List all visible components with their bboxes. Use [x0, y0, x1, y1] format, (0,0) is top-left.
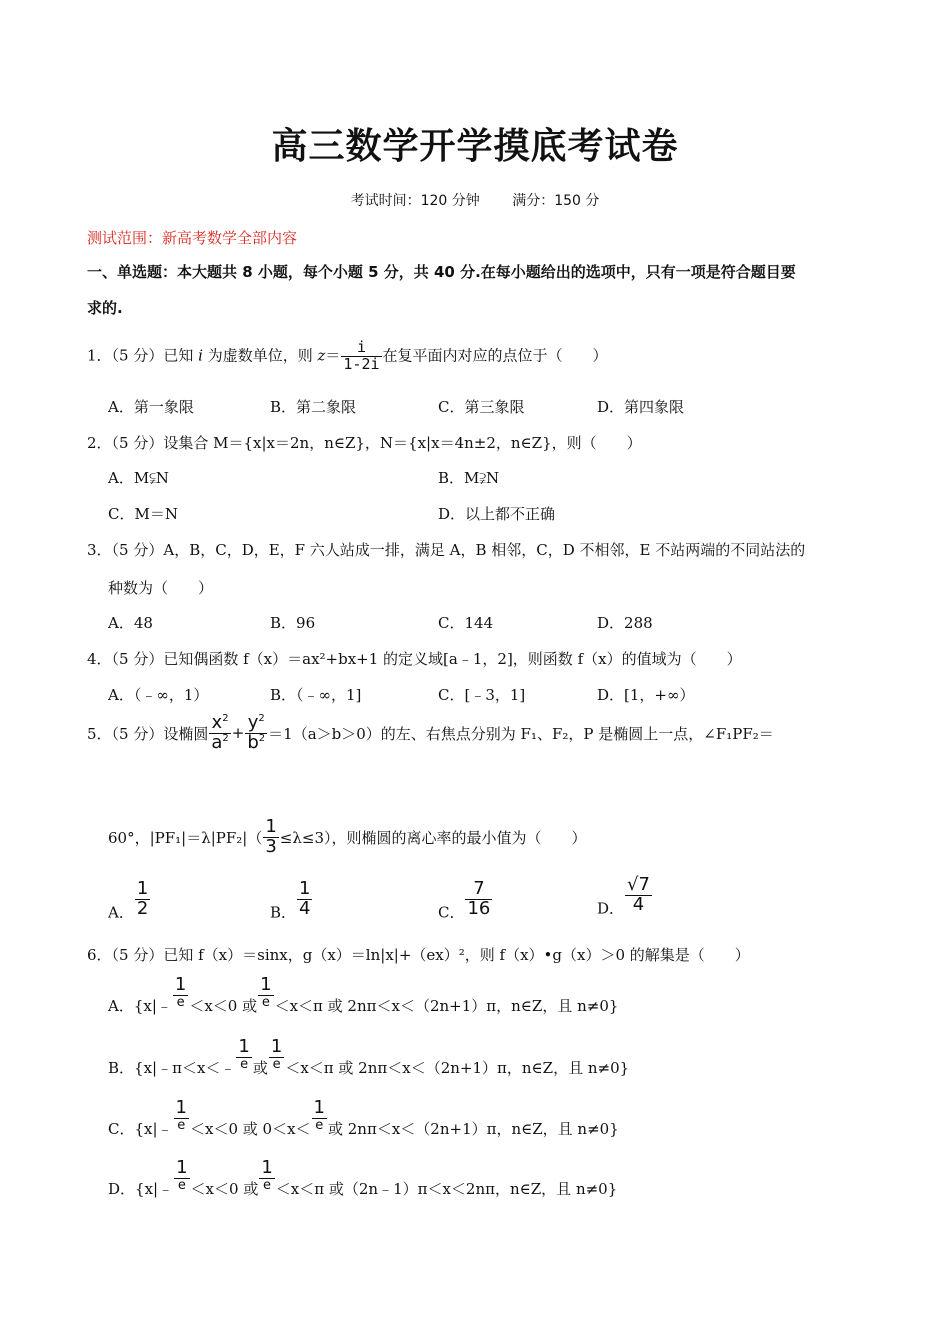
q1-eq: ＝ — [325, 346, 341, 365]
q5-x-exp: 2 — [222, 713, 229, 724]
q6-a-frac2 — [258, 976, 273, 1010]
question-6: 6．（5 分）已知 f（x）＝sinx，g（x）＝ln|x|+（ex）²，则 f（x）•g（x）＞0 的解集是（ ） — [87, 946, 750, 964]
q6-a-frac2-den: e — [258, 995, 273, 1010]
q5-a-fraction — [135, 880, 150, 919]
q5-x: x — [211, 712, 223, 733]
q6-option-a[interactable] — [108, 976, 618, 1016]
question-1 — [87, 340, 608, 373]
q1-fraction — [341, 340, 381, 373]
q6-b-frac2-num: 1 — [270, 1036, 283, 1057]
q5-d-den: 4 — [625, 895, 652, 915]
q6-b-frac2 — [269, 1038, 284, 1072]
q6-d-frac1 — [174, 1159, 189, 1193]
q1-option-a[interactable]: A．第一象限 — [108, 398, 194, 416]
q6-b-p1: B．{x|﹣π＜x＜﹣ — [108, 1058, 236, 1077]
q6-a-frac1 — [173, 976, 188, 1010]
q5-b-den: 4 — [299, 897, 311, 919]
q3-option-b[interactable]: B．96 — [270, 614, 316, 632]
q3-option-c[interactable]: C．144 — [438, 614, 494, 632]
q6-d-frac2 — [259, 1159, 274, 1193]
q2-option-b[interactable]: B．M⫌N — [438, 469, 500, 487]
q5-b-label: B． — [270, 903, 297, 922]
q6-a-frac2-num: 1 — [260, 974, 272, 995]
q5-lambda-fraction — [263, 818, 278, 857]
q5-a-exp: 2 — [222, 732, 229, 744]
q6-option-d[interactable] — [108, 1159, 617, 1199]
q1-mid: 为虚数单位，则 — [202, 346, 318, 365]
q1-pre: 1．（5 分）已知 — [87, 346, 199, 365]
section-heading-line2: 求的. — [87, 299, 123, 317]
q6-a-p2: ＜x＜0 或 — [189, 996, 258, 1015]
q6-option-b[interactable] — [108, 1038, 629, 1078]
exam-time: 考试时间：120 分钟 — [350, 193, 480, 209]
q6-c-p1: C．{x|﹣ — [108, 1119, 173, 1138]
q1-post: 在复平面内对应的点位于（ ） — [382, 346, 608, 365]
q5-lambda-num: 1 — [265, 816, 277, 837]
exam-info — [0, 190, 950, 210]
q5-option-d[interactable] — [597, 876, 653, 918]
question-3-line1: 3．（5 分）A，B，C，D，E，F 六人站成一排，满足 A，B 相邻，C，D 不相邻，E 不站两端的不同站法的 — [87, 541, 806, 559]
q1-var: i — [198, 346, 203, 365]
question-5-line2 — [108, 818, 587, 857]
q5-a-den: 2 — [136, 897, 149, 919]
q6-b-frac2-den: e — [269, 1057, 284, 1072]
q5-a: a — [211, 731, 223, 753]
question-2: 2．（5 分）设集合 M＝{x|x＝2n，n∈Z}，N＝{x|x＝4n±2，n∈Z}，则（ ） — [87, 434, 642, 452]
q5-d-fraction — [625, 876, 652, 915]
q5-plus: + — [231, 723, 245, 742]
q3-option-d[interactable]: D．288 — [597, 614, 653, 632]
q5-d-num: √7 — [627, 874, 650, 895]
q6-c-frac2-den: e — [312, 1118, 327, 1133]
q1-option-c[interactable]: C．第三象限 — [438, 398, 525, 416]
q5-option-a[interactable] — [108, 880, 151, 922]
q6-b-p2: 或 — [252, 1058, 268, 1077]
q5-a-num: 1 — [136, 878, 149, 899]
q6-c-frac2-num: 1 — [313, 1097, 325, 1118]
q6-c-frac1-den: e — [174, 1118, 189, 1133]
q5-a-label: A． — [108, 903, 134, 922]
q6-c-frac1-num: 1 — [175, 1097, 187, 1118]
q3-option-a[interactable]: A．48 — [108, 614, 153, 632]
q5-b-num: 1 — [299, 878, 311, 899]
q4-option-a[interactable]: A．（﹣∞，1） — [108, 686, 209, 704]
section-heading-line1: 一、单选题：本大题共 8 小题，每个小题 5 分，共 40 分.在每小题给出的选项中，只有一项是符合题目要 — [87, 263, 796, 281]
q6-b-frac1 — [236, 1038, 251, 1072]
q5-post: ＝1（a＞b＞0）的左、右焦点分别为 F₁、F₂，P 是椭圆上一点，∠F₁PF₂＝ — [268, 724, 774, 743]
q5-c-fraction — [465, 880, 492, 919]
q6-a-p1: A．{x|﹣ — [108, 996, 172, 1015]
question-3-line2: 种数为（ ） — [108, 579, 214, 597]
q5-y-fraction — [245, 714, 267, 753]
q5-y-exp: 2 — [258, 713, 265, 724]
q5-line2-post: ≤λ≤3），则椭圆的离心率的最小值为（ ） — [279, 828, 587, 847]
q6-d-frac1-den: e — [174, 1178, 189, 1193]
q5-pre: 5．（5 分）设椭圆 — [87, 724, 209, 743]
q6-a-frac1-num: 1 — [174, 974, 187, 995]
q6-b-frac1-den: e — [236, 1057, 251, 1072]
page-title: 高三数学开学摸底考试卷 — [271, 126, 679, 167]
q5-ellipse-equation — [208, 714, 268, 753]
q6-d-frac2-den: e — [259, 1178, 274, 1193]
q1-denominator: 1-2i — [343, 354, 380, 373]
q6-c-p2: ＜x＜0 或 0＜x＜ — [190, 1119, 311, 1138]
q5-b-fraction — [297, 880, 312, 919]
q5-b-exp: 2 — [258, 732, 266, 744]
q6-d-frac1-num: 1 — [176, 1157, 188, 1178]
q5-lambda-den: 3 — [265, 835, 277, 857]
q4-option-d[interactable]: D．[1，+∞） — [597, 686, 695, 704]
q6-c-p3: 或 2nπ＜x＜（2n+1）π，n∈Z，且 n≠0} — [328, 1119, 619, 1138]
q5-c-label: C． — [438, 903, 465, 922]
q1-option-b[interactable]: B．第二象限 — [270, 398, 357, 416]
q5-line2-pre: 60°，|PF₁|＝λ|PF₂|（ — [108, 828, 263, 847]
q6-d-p2: ＜x＜0 或 — [190, 1179, 259, 1198]
q5-b: b — [247, 731, 259, 753]
q5-c-num: 7 — [473, 878, 485, 899]
q2-option-d[interactable]: D．以上都不正确 — [438, 505, 556, 523]
q6-d-p1: D．{x|﹣ — [108, 1179, 174, 1198]
q1-numerator: i — [356, 338, 366, 356]
q5-y: y — [247, 712, 259, 733]
q1-z: z — [317, 346, 326, 365]
q2-option-a[interactable]: A．M⫋N — [108, 469, 169, 487]
q5-option-c[interactable] — [438, 880, 493, 922]
q6-a-frac1-den: e — [173, 995, 188, 1010]
q6-d-frac2-num: 1 — [261, 1157, 273, 1178]
question-4: 4．（5 分）已知偶函数 f（x）＝ax²+bx+1 的定义域[a﹣1，2]，则函数 f（x）的值域为（ ） — [87, 650, 742, 668]
q5-d-label: D． — [597, 899, 625, 918]
q6-c-frac2 — [312, 1099, 327, 1133]
q6-c-frac1 — [174, 1099, 189, 1133]
q6-a-p3: ＜x＜π 或 2nπ＜x＜（2n+1）π，n∈Z，且 n≠0} — [274, 996, 619, 1015]
test-scope: 测试范围：新高考数学全部内容 — [87, 229, 298, 247]
q6-b-frac1-num: 1 — [238, 1036, 250, 1057]
q5-x-fraction — [209, 714, 230, 753]
q6-option-c[interactable] — [108, 1099, 619, 1139]
q4-option-c[interactable]: C．[﹣3，1] — [438, 686, 526, 704]
q5-option-b[interactable] — [270, 880, 313, 922]
q1-option-d[interactable]: D．第四象限 — [597, 398, 685, 416]
q4-option-b[interactable]: B．（﹣∞，1] — [270, 686, 362, 704]
q6-d-p3: ＜x＜π 或（2n﹣1）π＜x＜2nπ，n∈Z，且 n≠0} — [275, 1179, 618, 1198]
question-5-line1 — [87, 714, 774, 753]
q6-b-p3: ＜x＜π 或 2nπ＜x＜（2n+1）π，n∈Z，且 n≠0} — [285, 1058, 630, 1077]
q5-c-den: 16 — [467, 897, 491, 919]
q2-option-c[interactable]: C．M＝N — [108, 505, 178, 523]
exam-score: 满分：150 分 — [512, 193, 600, 209]
